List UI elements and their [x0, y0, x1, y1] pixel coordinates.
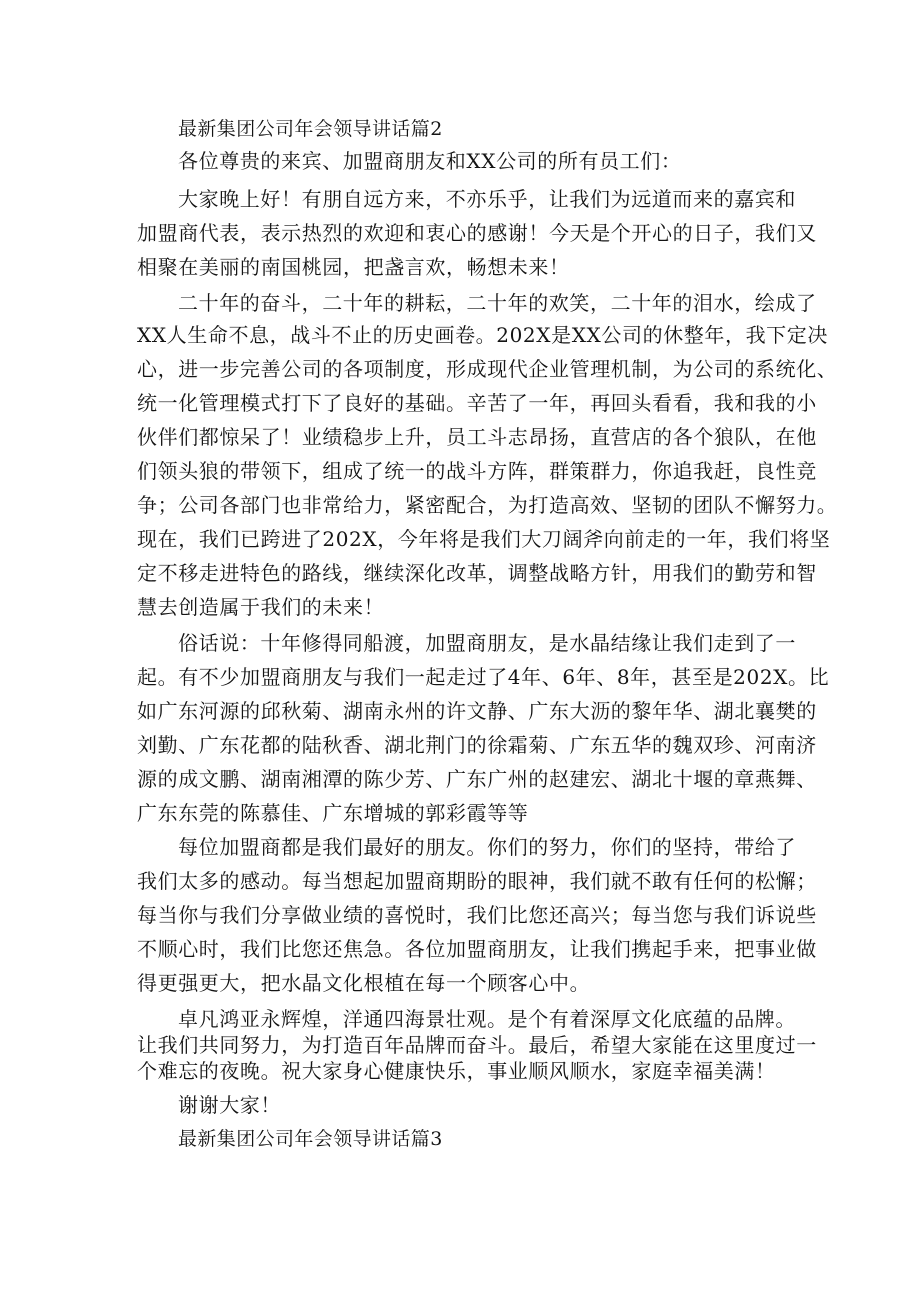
paragraph-line: 每当你与我们分享做业绩的喜悦时，我们比您还高兴；每当您与我们诉说些 — [137, 903, 817, 927]
paragraph-line: 定不移走进特色的路线，继续深化改革，调整战略方针，用我们的勤劳和智 — [137, 561, 817, 585]
paragraph-line: 广东东莞的陈慕佳、广东增城的郭彩霞等等 — [137, 801, 529, 825]
section-heading: 最新集团公司年会领导讲话篇3 — [178, 1128, 443, 1150]
paragraph-line: 不顺心时，我们比您还焦急。各位加盟商朋友，让我们携起手来，把事业做 — [137, 937, 817, 961]
paragraph-line: 卓凡鸿亚永辉煌，洋通四海景壮观。是个有着深厚文化底蕴的品牌。 — [178, 1007, 796, 1031]
paragraph-line: 让我们共同努力，为打造百年品牌而奋斗。最后，希望大家能在这里度过一 — [137, 1033, 817, 1057]
paragraph-line: 二十年的奋斗，二十年的耕耘，二十年的欢笑，二十年的泪水，绘成了 — [178, 291, 817, 315]
paragraph-line: 们领头狼的带领下，组成了统一的战斗方阵，群策群力，你追我赶，良性竞 — [137, 459, 817, 483]
paragraph-line: 大家晚上好！有朋自远方来，不亦乐乎，让我们为远道而来的嘉宾和 — [178, 187, 796, 211]
paragraph-line: 起。有不少加盟商朋友与我们一起走过了4年、6年、8年，甚至是202X。比 — [137, 665, 830, 689]
paragraph-line: 我们太多的感动。每当想起加盟商期盼的眼神，我们就不敢有任何的松懈； — [137, 869, 817, 893]
paragraph-line: 相聚在美丽的南国桃园，把盏言欢，畅想未来！ — [137, 255, 570, 279]
paragraph-line: 伙伴们都惊呆了！业绩稳步上升，员工斗志昂扬，直营店的各个狼队，在他 — [137, 425, 817, 449]
paragraph-line: XX人生命不息，战斗不止的历史画卷。202X是XX公司的休整年，我下定决 — [137, 323, 828, 347]
paragraph-line: 如广东河源的邱秋菊、湖南永州的许文静、广东大沥的黎年华、湖北襄樊的 — [137, 699, 817, 723]
paragraph-line: 得更强更大，把水晶文化根植在每一个顾客心中。 — [137, 971, 591, 995]
closing-thanks: 谢谢大家！ — [178, 1093, 281, 1117]
section-heading: 最新集团公司年会领导讲话篇2 — [178, 118, 443, 140]
paragraph-line: 心，进一步完善公司的各项制度，形成现代企业管理机制，为公司的系统化、 — [137, 357, 838, 381]
paragraph-line: 每位加盟商都是我们最好的朋友。你们的努力，你们的坚持，带给了 — [178, 835, 796, 859]
paragraph-line: 刘勤、广东花都的陆秋香、湖北荆门的徐霜菊、广东五华的魏双珍、河南济 — [137, 733, 817, 757]
paragraph-line: 争；公司各部门也非常给力，紧密配合，为打造高效、坚韧的团队不懈努力。 — [137, 493, 838, 517]
paragraph-line: 统一化管理模式打下了良好的基础。辛苦了一年，再回头看看，我和我的小 — [137, 391, 817, 415]
salutation: 各位尊贵的来宾、加盟商朋友和XX公司的所有员工们： — [178, 149, 682, 173]
paragraph-line: 俗话说：十年修得同船渡，加盟商朋友，是水晶结缘让我们走到了一 — [178, 631, 796, 655]
paragraph-line: 慧去创造属于我们的未来！ — [137, 595, 385, 619]
paragraph-line: 现在，我们已跨进了202X，今年将是我们大刀阔斧向前走的一年，我们将坚 — [137, 527, 831, 551]
paragraph-line: 个难忘的夜晚。祝大家身心健康快乐，事业顺风顺水，家庭幸福美满！ — [137, 1059, 776, 1083]
paragraph-line: 加盟商代表，表示热烈的欢迎和衷心的感谢！今天是个开心的日子，我们又 — [137, 221, 817, 245]
paragraph-line: 源的成文鹏、湖南湘潭的陈少芳、广东广州的赵建宏、湖北十堰的章燕舞、 — [137, 767, 817, 791]
